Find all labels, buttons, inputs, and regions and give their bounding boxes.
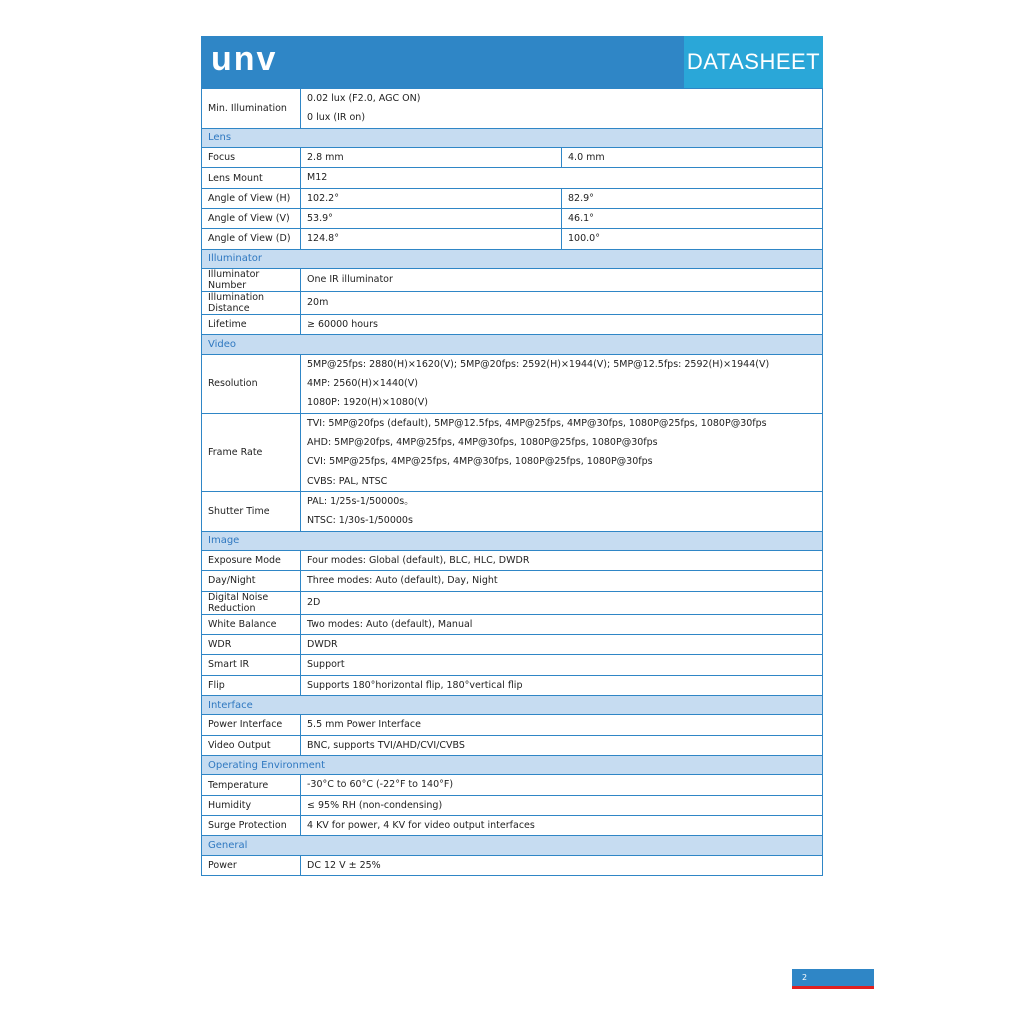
spec-label: Power Interface xyxy=(202,715,301,735)
section-header-row xyxy=(202,836,823,856)
spec-value-line: 0 lux (IR on) xyxy=(307,112,366,124)
spec-row xyxy=(202,89,823,129)
spec-row xyxy=(202,634,823,654)
spec-row xyxy=(202,675,823,695)
spec-row xyxy=(202,795,823,815)
section-header: Interface xyxy=(202,695,823,715)
spec-label: Illuminator Number xyxy=(202,269,301,292)
spec-label: Exposure Mode xyxy=(202,551,301,571)
section-header-row xyxy=(202,531,823,551)
spec-label: Frame Rate xyxy=(202,413,301,491)
spec-label: Angle of View (H) xyxy=(202,188,301,208)
spec-label: Smart IR xyxy=(202,655,301,675)
spec-label: Focus xyxy=(202,148,301,168)
section-header-row xyxy=(202,695,823,715)
spec-row xyxy=(202,855,823,875)
spec-value-line: Support xyxy=(307,659,345,671)
spec-label: Day/Night xyxy=(202,571,301,591)
spec-row xyxy=(202,816,823,836)
spec-row xyxy=(202,571,823,591)
spec-value-line: 5MP@25fps: 2880(H)×1620(V); 5MP@20fps: 2592(H)×1944(V); 5MP@12.5fps: 2592(H)×1944(V) xyxy=(307,358,770,370)
spec-label: Flip xyxy=(202,675,301,695)
section-header-row xyxy=(202,335,823,355)
spec-label: Humidity xyxy=(202,795,301,815)
spec-value-line: 20m xyxy=(307,297,329,309)
spec-value-line: 124.8° xyxy=(307,233,339,245)
spec-table xyxy=(201,88,823,876)
spec-value xyxy=(301,675,823,695)
unv-logo: unv xyxy=(211,40,278,78)
spec-value-line: AHD: 5MP@20fps, 4MP@25fps, 4MP@30fps, 1080P@25fps, 1080P@30fps xyxy=(307,437,658,449)
spec-value xyxy=(301,292,823,315)
spec-row xyxy=(202,188,823,208)
spec-value xyxy=(301,491,823,531)
spec-label: Surge Protection xyxy=(202,816,301,836)
spec-label: WDR xyxy=(202,634,301,654)
spec-row xyxy=(202,269,823,292)
spec-label: White Balance xyxy=(202,614,301,634)
spec-value-line: Three modes: Auto (default), Day, Night xyxy=(307,575,498,587)
spec-value-line: 5.5 mm Power Interface xyxy=(307,719,421,731)
spec-row xyxy=(202,655,823,675)
section-header: Image xyxy=(202,531,823,551)
spec-value-line: 0.02 lux (F2.0, AGC ON) xyxy=(307,93,421,104)
datasheet-title: DATASHEET xyxy=(684,36,823,88)
spec-value xyxy=(301,551,823,571)
spec-row xyxy=(202,315,823,335)
spec-value-line: One IR illuminator xyxy=(307,274,393,286)
header-banner xyxy=(201,36,823,88)
spec-label: Lifetime xyxy=(202,315,301,335)
spec-value-line: 1080P: 1920(H)×1080(V) xyxy=(307,397,428,409)
spec-value xyxy=(301,816,823,836)
spec-row xyxy=(202,715,823,735)
spec-row xyxy=(202,413,823,491)
spec-row xyxy=(202,292,823,315)
spec-value-line: 2.8 mm xyxy=(307,152,344,164)
spec-value-line: CVBS: PAL, NTSC xyxy=(307,475,388,487)
section-header-row xyxy=(202,128,823,148)
spec-value xyxy=(301,655,823,675)
spec-row xyxy=(202,229,823,249)
spec-value xyxy=(301,315,823,335)
spec-value-alt: 4.0 mm xyxy=(562,148,823,168)
spec-value-line: DC 12 V ± 25% xyxy=(307,859,381,871)
spec-value xyxy=(301,188,562,208)
spec-label: Angle of View (V) xyxy=(202,208,301,228)
spec-row xyxy=(202,591,823,614)
section-header-row xyxy=(202,755,823,775)
spec-row xyxy=(202,775,823,795)
spec-label: Angle of View (D) xyxy=(202,229,301,249)
spec-value xyxy=(301,591,823,614)
spec-label: Illumination Distance xyxy=(202,292,301,315)
spec-value-line: ≥ 60000 hours xyxy=(307,319,378,331)
section-header-row xyxy=(202,249,823,269)
spec-label: Video Output xyxy=(202,735,301,755)
spec-value-line: CVI: 5MP@25fps, 4MP@25fps, 4MP@30fps, 1080P@25fps, 1080P@30fps xyxy=(307,456,653,468)
spec-value xyxy=(301,634,823,654)
spec-label: Resolution xyxy=(202,354,301,413)
spec-value xyxy=(301,354,823,413)
spec-label: Min. Illumination xyxy=(202,89,301,129)
spec-value xyxy=(301,855,823,875)
spec-row xyxy=(202,735,823,755)
section-header: Operating Environment xyxy=(202,755,823,775)
spec-value-line: Supports 180°horizontal flip, 180°vertical flip xyxy=(307,679,523,691)
spec-value-line: NTSC: 1/30s-1/50000s xyxy=(307,515,413,527)
spec-row xyxy=(202,354,823,413)
spec-label: Temperature xyxy=(202,775,301,795)
spec-value xyxy=(301,168,823,188)
spec-label: Lens Mount xyxy=(202,168,301,188)
spec-value-line: 4MP: 2560(H)×1440(V) xyxy=(307,378,418,390)
spec-label: Power xyxy=(202,855,301,875)
spec-row xyxy=(202,148,823,168)
spec-value xyxy=(301,208,562,228)
spec-value-line: Four modes: Global (default), BLC, HLC, DWDR xyxy=(307,555,530,567)
spec-value xyxy=(301,413,823,491)
spec-value xyxy=(301,229,562,249)
section-header: Lens xyxy=(202,128,823,148)
spec-label: Digital Noise Reduction xyxy=(202,591,301,614)
spec-value xyxy=(301,795,823,815)
spec-value-line: 2D xyxy=(307,596,321,608)
spec-row xyxy=(202,614,823,634)
spec-value xyxy=(301,571,823,591)
spec-value xyxy=(301,775,823,795)
spec-value-line: BNC, supports TVI/AHD/CVI/CVBS xyxy=(307,739,465,751)
spec-value-line: ≤ 95% RH (non-condensing) xyxy=(307,799,443,811)
spec-value-alt: 46.1° xyxy=(562,208,823,228)
section-header: Video xyxy=(202,335,823,355)
spec-value xyxy=(301,735,823,755)
spec-value-line: Two modes: Auto (default), Manual xyxy=(307,618,473,630)
spec-value-line: -30°C to 60°C (-22°F to 140°F) xyxy=(307,779,454,791)
spec-value-alt: 82.9° xyxy=(562,188,823,208)
section-header: General xyxy=(202,836,823,856)
spec-value-line: 102.2° xyxy=(307,192,339,204)
spec-value-line: PAL: 1/25s-1/50000s。 xyxy=(307,495,414,507)
spec-value-line: TVI: 5MP@20fps (default), 5MP@12.5fps, 4MP@25fps, 4MP@30fps, 1080P@25fps, 1080P@30fps xyxy=(307,417,767,429)
spec-row xyxy=(202,168,823,188)
spec-value xyxy=(301,269,823,292)
spec-value xyxy=(301,715,823,735)
spec-label: Shutter Time xyxy=(202,491,301,531)
spec-value xyxy=(301,614,823,634)
spec-row xyxy=(202,208,823,228)
spec-value-line: DWDR xyxy=(307,638,338,650)
spec-row xyxy=(202,551,823,571)
footer-rule xyxy=(792,986,874,989)
spec-value-line: 53.9° xyxy=(307,212,333,224)
spec-row xyxy=(202,491,823,531)
spec-value xyxy=(301,89,823,129)
spec-value xyxy=(301,148,562,168)
page-number: 2 xyxy=(792,969,874,986)
spec-value-line: M12 xyxy=(307,172,328,184)
spec-value-line: 4 KV for power, 4 KV for video output interfaces xyxy=(307,820,535,832)
spec-value-alt: 100.0° xyxy=(562,229,823,249)
section-header: Illuminator xyxy=(202,249,823,269)
